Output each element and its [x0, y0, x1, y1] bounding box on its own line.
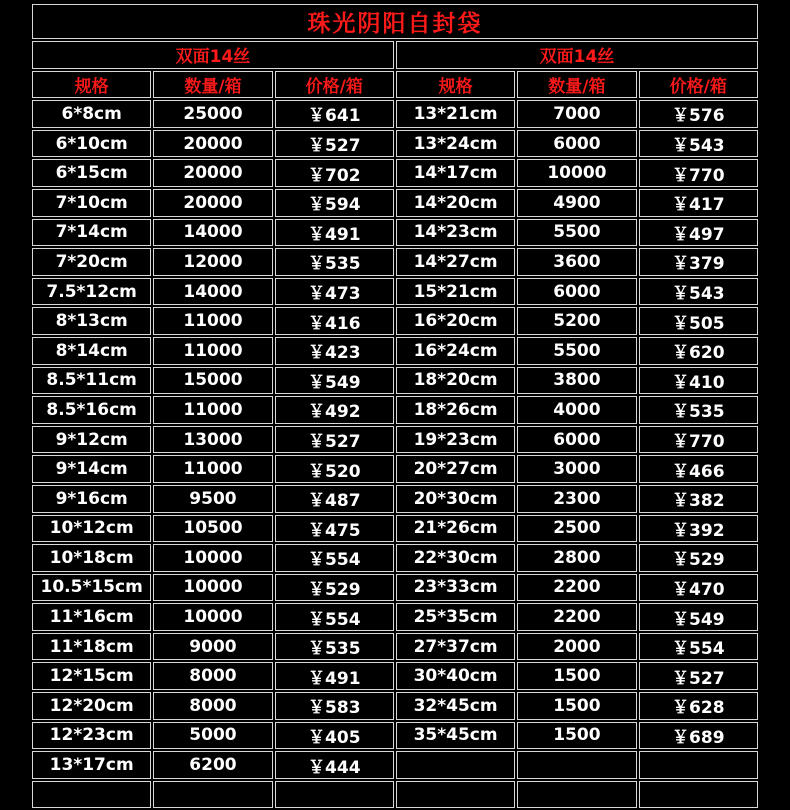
spec-cell: 10*12cm: [32, 515, 151, 543]
price-cell: ￥473: [275, 278, 394, 306]
spec-cell: 18*20cm: [396, 367, 515, 395]
quantity-cell: [517, 751, 636, 779]
quantity-cell: 10500: [153, 515, 272, 543]
price-cell: ￥770: [639, 159, 758, 187]
spec-cell: 22*30cm: [396, 544, 515, 572]
quantity-cell: 9000: [153, 633, 272, 661]
spec-cell: 6*8cm: [32, 100, 151, 128]
price-cell: ￥416: [275, 307, 394, 335]
spec-cell: 12*15cm: [32, 662, 151, 690]
table-row: [32, 100, 758, 128]
price-cell: ￥554: [639, 633, 758, 661]
quantity-cell: 1500: [517, 722, 636, 750]
price-cell: ￥487: [275, 485, 394, 513]
table-row: [32, 367, 758, 395]
spec-cell: 10.5*15cm: [32, 574, 151, 602]
quantity-cell: 5500: [517, 219, 636, 247]
price-cell: ￥466: [639, 455, 758, 483]
price-table: [30, 2, 760, 810]
price-cell: ￥535: [275, 633, 394, 661]
column-header-row: [32, 71, 758, 99]
price-cell: ￥535: [275, 248, 394, 276]
spec-cell: 16*24cm: [396, 337, 515, 365]
spec-cell: 11*16cm: [32, 603, 151, 631]
quantity-cell: 10000: [153, 603, 272, 631]
quantity-cell: [517, 781, 636, 809]
spec-cell: 7*20cm: [32, 248, 151, 276]
table-row: [32, 248, 758, 276]
spec-cell: 11*18cm: [32, 633, 151, 661]
quantity-cell: 5500: [517, 337, 636, 365]
quantity-cell: 2200: [517, 603, 636, 631]
table-row: [32, 722, 758, 750]
table-row: [32, 781, 758, 809]
column-header-spec: 规格: [396, 71, 515, 99]
group-row: [32, 41, 758, 69]
spec-cell: 7*14cm: [32, 219, 151, 247]
price-cell: ￥382: [639, 485, 758, 513]
table-row: [32, 751, 758, 779]
quantity-cell: 7000: [517, 100, 636, 128]
price-cell: ￥423: [275, 337, 394, 365]
table-row: [32, 574, 758, 602]
price-cell: ￥527: [275, 130, 394, 158]
quantity-cell: 11000: [153, 307, 272, 335]
price-cell: ￥492: [275, 396, 394, 424]
table-row: [32, 426, 758, 454]
table-row: [32, 544, 758, 572]
spec-cell: 18*26cm: [396, 396, 515, 424]
quantity-cell: 6200: [153, 751, 272, 779]
quantity-cell: 10000: [153, 544, 272, 572]
price-cell: ￥475: [275, 515, 394, 543]
price-cell: ￥543: [639, 130, 758, 158]
quantity-cell: 2200: [517, 574, 636, 602]
spec-cell: 20*27cm: [396, 455, 515, 483]
price-cell: ￥497: [639, 219, 758, 247]
spec-cell: 7.5*12cm: [32, 278, 151, 306]
quantity-cell: 3600: [517, 248, 636, 276]
quantity-cell: 20000: [153, 159, 272, 187]
spec-cell: 12*20cm: [32, 692, 151, 720]
table-row: [32, 189, 758, 217]
column-header-quantity: 数量/箱: [517, 71, 636, 99]
price-cell: ￥392: [639, 515, 758, 543]
spec-cell: 14*23cm: [396, 219, 515, 247]
table-row: [32, 130, 758, 158]
spec-cell: 27*37cm: [396, 633, 515, 661]
price-cell: ￥549: [639, 603, 758, 631]
spec-cell: [396, 781, 515, 809]
spec-cell: 20*30cm: [396, 485, 515, 513]
quantity-cell: 1500: [517, 662, 636, 690]
spec-cell: 21*26cm: [396, 515, 515, 543]
price-cell: ￥641: [275, 100, 394, 128]
column-header-quantity: 数量/箱: [153, 71, 272, 99]
price-cell: ￥444: [275, 751, 394, 779]
price-cell: ￥417: [639, 189, 758, 217]
spec-cell: 30*40cm: [396, 662, 515, 690]
quantity-cell: 2300: [517, 485, 636, 513]
quantity-cell: 2000: [517, 633, 636, 661]
price-cell: ￥379: [639, 248, 758, 276]
price-cell: ￥527: [639, 662, 758, 690]
quantity-cell: 6000: [517, 426, 636, 454]
quantity-cell: 11000: [153, 396, 272, 424]
table-title: 珠光阴阳自封袋: [32, 4, 758, 39]
quantity-cell: 14000: [153, 219, 272, 247]
quantity-cell: 5000: [153, 722, 272, 750]
price-cell: ￥491: [275, 662, 394, 690]
spec-cell: 8.5*16cm: [32, 396, 151, 424]
title-row: [32, 4, 758, 39]
quantity-cell: 8000: [153, 662, 272, 690]
column-header-price: 价格/箱: [639, 71, 758, 99]
quantity-cell: 10000: [517, 159, 636, 187]
table-row: [32, 337, 758, 365]
spec-cell: 14*17cm: [396, 159, 515, 187]
quantity-cell: 2500: [517, 515, 636, 543]
table-row: [32, 485, 758, 513]
spec-cell: 10*18cm: [32, 544, 151, 572]
spec-cell: 6*10cm: [32, 130, 151, 158]
quantity-cell: 6000: [517, 278, 636, 306]
price-cell: ￥529: [639, 544, 758, 572]
spec-cell: 9*14cm: [32, 455, 151, 483]
quantity-cell: 14000: [153, 278, 272, 306]
quantity-cell: 5200: [517, 307, 636, 335]
price-cell: ￥554: [275, 603, 394, 631]
price-cell: ￥520: [275, 455, 394, 483]
table-row: [32, 219, 758, 247]
price-cell: [639, 781, 758, 809]
spec-cell: 8.5*11cm: [32, 367, 151, 395]
spec-cell: 35*45cm: [396, 722, 515, 750]
table-row: [32, 396, 758, 424]
quantity-cell: 4900: [517, 189, 636, 217]
price-cell: ￥689: [639, 722, 758, 750]
spec-cell: 9*12cm: [32, 426, 151, 454]
price-cell: ￥770: [639, 426, 758, 454]
quantity-cell: 25000: [153, 100, 272, 128]
spec-cell: 14*20cm: [396, 189, 515, 217]
quantity-cell: 6000: [517, 130, 636, 158]
quantity-cell: 4000: [517, 396, 636, 424]
price-cell: ￥527: [275, 426, 394, 454]
price-cell: ￥554: [275, 544, 394, 572]
table-row: [32, 603, 758, 631]
quantity-cell: [153, 781, 272, 809]
spec-cell: 25*35cm: [396, 603, 515, 631]
spec-cell: 12*23cm: [32, 722, 151, 750]
table-row: [32, 515, 758, 543]
quantity-cell: 9500: [153, 485, 272, 513]
spec-cell: 14*27cm: [396, 248, 515, 276]
price-cell: ￥491: [275, 219, 394, 247]
price-cell: ￥543: [639, 278, 758, 306]
price-cell: ￥410: [639, 367, 758, 395]
spec-cell: 19*23cm: [396, 426, 515, 454]
spec-cell: 8*13cm: [32, 307, 151, 335]
spec-cell: 6*15cm: [32, 159, 151, 187]
quantity-cell: 15000: [153, 367, 272, 395]
spec-cell: 13*21cm: [396, 100, 515, 128]
price-cell: ￥702: [275, 159, 394, 187]
column-header-price: 价格/箱: [275, 71, 394, 99]
price-sheet: [30, 2, 760, 805]
quantity-cell: 8000: [153, 692, 272, 720]
spec-cell: [32, 781, 151, 809]
table-row: [32, 159, 758, 187]
price-cell: ￥594: [275, 189, 394, 217]
price-cell: ￥628: [639, 692, 758, 720]
spec-cell: 16*20cm: [396, 307, 515, 335]
quantity-cell: 11000: [153, 337, 272, 365]
price-cell: [275, 781, 394, 809]
spec-cell: 15*21cm: [396, 278, 515, 306]
quantity-cell: 3000: [517, 455, 636, 483]
spec-cell: 7*10cm: [32, 189, 151, 217]
price-cell: ￥470: [639, 574, 758, 602]
table-row: [32, 307, 758, 335]
table-row: [32, 278, 758, 306]
spec-cell: 32*45cm: [396, 692, 515, 720]
spec-cell: 9*16cm: [32, 485, 151, 513]
price-cell: ￥505: [639, 307, 758, 335]
group-header-left: 双面14丝: [32, 41, 394, 69]
spec-cell: 13*24cm: [396, 130, 515, 158]
quantity-cell: 10000: [153, 574, 272, 602]
price-cell: [639, 751, 758, 779]
table-row: [32, 662, 758, 690]
quantity-cell: 20000: [153, 189, 272, 217]
spec-cell: 13*17cm: [32, 751, 151, 779]
price-cell: ￥576: [639, 100, 758, 128]
quantity-cell: 1500: [517, 692, 636, 720]
quantity-cell: 3800: [517, 367, 636, 395]
table-row: [32, 455, 758, 483]
quantity-cell: 13000: [153, 426, 272, 454]
quantity-cell: 11000: [153, 455, 272, 483]
price-cell: ￥620: [639, 337, 758, 365]
price-cell: ￥529: [275, 574, 394, 602]
spec-cell: 23*33cm: [396, 574, 515, 602]
table-row: [32, 692, 758, 720]
price-cell: ￥583: [275, 692, 394, 720]
group-header-right: 双面14丝: [396, 41, 758, 69]
column-header-spec: 规格: [32, 71, 151, 99]
price-cell: ￥405: [275, 722, 394, 750]
spec-cell: 8*14cm: [32, 337, 151, 365]
price-cell: ￥535: [639, 396, 758, 424]
table-row: [32, 633, 758, 661]
quantity-cell: 12000: [153, 248, 272, 276]
quantity-cell: 2800: [517, 544, 636, 572]
spec-cell: [396, 751, 515, 779]
quantity-cell: 20000: [153, 130, 272, 158]
price-cell: ￥549: [275, 367, 394, 395]
